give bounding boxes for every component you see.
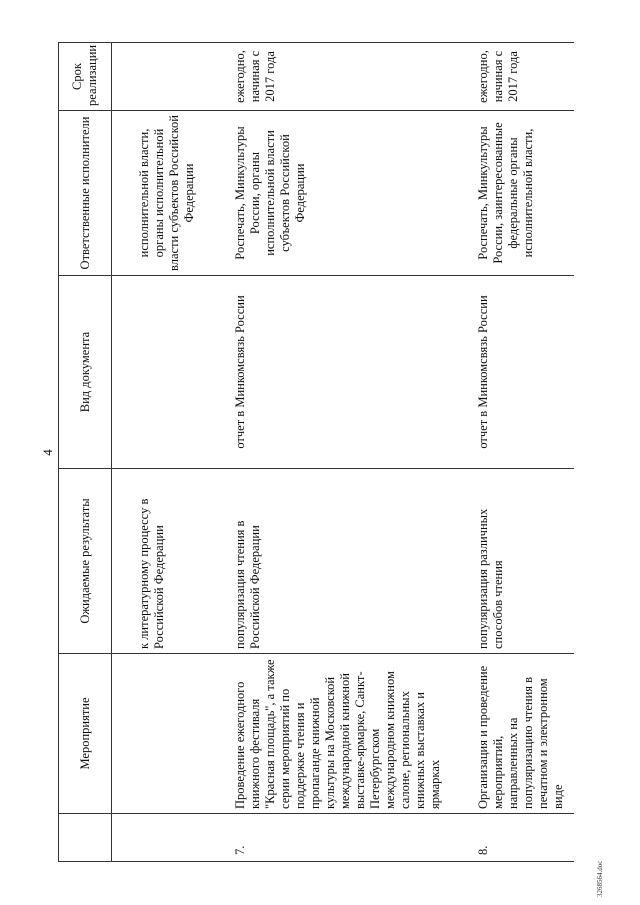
page-number: 4 [40, 449, 55, 456]
deadline-cell: ежегодно, начиная с 2017 года [443, 43, 574, 111]
deadline-cell: ежегодно, начиная с 2017 года [197, 43, 443, 111]
deadline-cell [112, 43, 198, 111]
row-number [112, 814, 198, 862]
header-executors: Ответственные исполнители [59, 111, 112, 276]
results-cell: популяризация различных способов чтения [443, 469, 574, 654]
executors-cell: исполнительной власти, органы исполнительной власти субъектов Российской Федерации [112, 111, 198, 276]
table-row [443, 43, 574, 862]
event-cell: Организация и проведение мероприятий, направленных на популяризацию чтения в печатном и электронном виде [443, 654, 574, 814]
executors-cell: Роспечать, Минкультуры России, заинтересованные федеральные органы исполнительной власти, [443, 111, 574, 276]
header-event: Мероприятие [59, 654, 112, 814]
doc-type-cell: отчет в Минкомсвязь России [197, 276, 443, 469]
header-deadline: Срок реализации [59, 43, 112, 111]
row-number: 7. [197, 814, 443, 862]
table-row [197, 43, 443, 862]
header-results: Ожидаемые результаты [59, 469, 112, 654]
header-number [59, 814, 112, 862]
executors-cell: Роспечать, Минкультуры России, органы исполнительной власти субъектов Российской Федерации [197, 111, 443, 276]
event-cell: Проведение ежегодного книжного фестиваля "Красная площадь", а также серии мероприятий по поддержке чтения и пропаганде книжной культуры на Московской международной книжной выставке-ярмарке, Санкт-Петербургском международном книжном салоне, региональных книжных выставках и ярмарках [197, 654, 443, 814]
results-cell: к литературному процессу в Российской Федерации [112, 469, 198, 654]
row-number: 8. [443, 814, 574, 862]
plan-table [58, 42, 574, 862]
table-row [112, 43, 198, 862]
header-doc-type: Вид документа [59, 276, 112, 469]
doc-type-cell: отчет в Минкомсвязь России [443, 276, 574, 469]
event-cell [112, 654, 198, 814]
results-cell: популяризация чтения в Российской Федерации [197, 469, 443, 654]
file-stamp: 3268564.doc [596, 860, 604, 897]
table-header-row [59, 43, 112, 862]
doc-type-cell [112, 276, 198, 469]
